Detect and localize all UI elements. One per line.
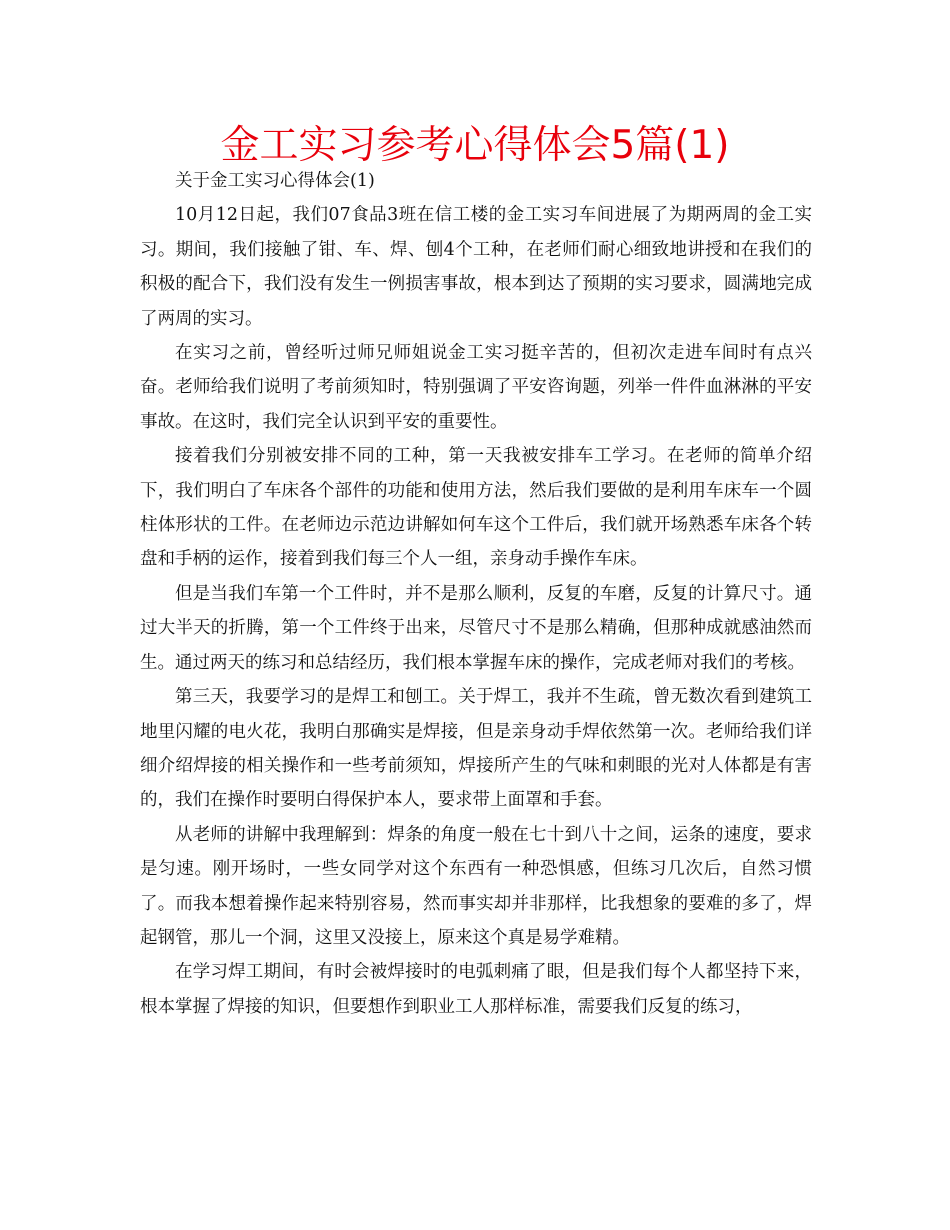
paragraph: 接着我们分别被安排不同的工种，第一天我被安排车工学习。在老师的简单介绍下，我们明白了车床各个部件的功能和使用方法，然后我们要做的是利用车床车一个圆柱体形状的工件。在老师边示范边讲解如何车这个工件后，我们就开场熟悉车床各个转盘和手柄的运作，接着到我们每三个人一组，亲身动手操作车床。 [140,446,812,570]
document-subtitle: 关于金工实习心得体会(1) [175,171,375,191]
paragraph: 但是当我们车第一个工件时，并不是那么顺利，反复的车磨，反复的计算尺寸。通过大半天的折腾，第一个工件终于出来，尽管尺寸不是那么精确，但那种成就感油然而生。通过两天的练习和总结经历，我们根本掌握车床的操作，完成老师对我们的考核。 [140,583,812,673]
document-body [140,164,812,1024]
document-title: 金工实习参考心得体会5篇(1) [220,123,730,168]
paragraph: 在实习之前，曾经听过师兄师姐说金工实习挺辛苦的，但初次走进车间时有点兴奋。老师给我们说明了考前须知时，特别强调了平安咨询题，列举一件件血淋淋的平安事故。在这时，我们完全认识到平安的重要性。 [140,343,812,432]
paragraph: 第三天，我要学习的是焊工和刨工。关于焊工，我并不生疏，曾无数次看到建筑工地里闪耀的电火花，我明白那确实是焊接，但是亲身动手焊依然第一次。老师给我们详细介绍焊接的相关操作和一些考前须知，焊接所产生的气味和刺眼的光对人体都是有害的，我们在操作时要明白得保护本人，要求带上面罩和手套。 [140,687,812,811]
paragraph: 在学习焊工期间，有时会被焊接时的电弧刺痛了眼，但是我们每个人都坚持下来，根本掌握了焊接的知识，但要想作到职业工人那样标准，需要我们反复的练习， [140,962,812,1017]
paragraph: 10月12日起，我们07食品3班在信工楼的金工实习车间进展了为期两周的金工实习。期间，我们接触了钳、车、焊、刨4个工种，在老师们耐心细致地讲授和在我们的积极的配合下，我们没有发生一例损害事故，根本到达了预期的实习要求，圆满地完成了两周的实习。 [140,205,812,329]
paragraph: 从老师的讲解中我理解到：焊条的角度一般在七十到八十之间，运条的速度，要求是匀速。刚开场时，一些女同学对这个东西有一种恐惧感，但练习几次后，自然习惯了。而我本想着操作起来特别容易，然而事实却并非那样，比我想象的要难的多了，焊起钢管，那儿一个洞，这里又没接上，原来这个真是易学难精。 [140,824,812,948]
